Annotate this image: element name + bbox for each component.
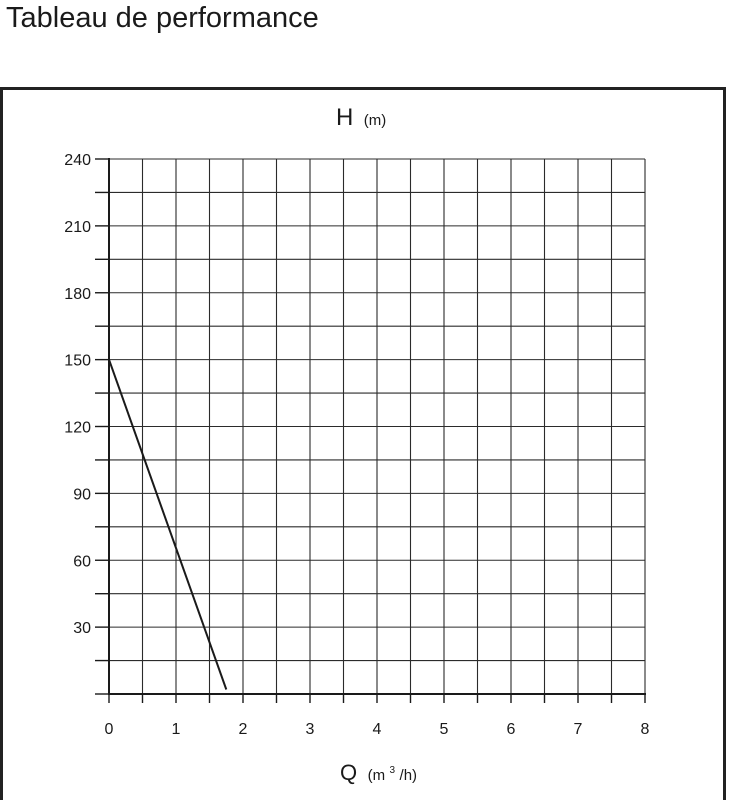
x-tick-label: 5: [439, 721, 449, 738]
y-tick-label: 90: [73, 486, 91, 504]
x-tick-label: 3: [305, 721, 315, 738]
x-tick-label: 8: [640, 721, 650, 738]
y-tick-label: 30: [73, 620, 91, 638]
label-layer: [64, 104, 649, 785]
x-tick-label: 7: [573, 721, 583, 738]
x-tick-label: 2: [238, 721, 248, 738]
x-tick-label: 6: [506, 721, 516, 738]
y-tick-label: 60: [73, 553, 91, 571]
y-axis-label: [336, 104, 386, 131]
y-axis-label-main: H: [336, 104, 354, 131]
y-tick-label: 240: [64, 152, 91, 169]
x-tick-label: 0: [104, 721, 114, 738]
x-axis-label-unit-prefix: (m: [367, 767, 386, 784]
axis-layer: [95, 158, 646, 703]
y-tick-label: 150: [64, 352, 91, 370]
page-title: Tableau de performance: [6, 2, 319, 34]
y-axis-label-unit: (m): [363, 112, 387, 129]
x-axis-label-unit-suffix: /h): [399, 767, 418, 784]
performance-curve: [109, 360, 226, 690]
grid-layer: [109, 159, 645, 694]
series-layer: [109, 360, 226, 690]
y-tick-label: 120: [64, 419, 91, 437]
y-tick-label: 180: [64, 285, 91, 303]
x-axis-label-unit-sup: 3: [389, 765, 396, 776]
x-tick-label: 4: [372, 721, 382, 738]
x-tick-label: 1: [171, 721, 181, 738]
x-axis-label-main: Q: [340, 760, 358, 785]
y-tick-label: 210: [64, 218, 91, 236]
x-axis-label: [340, 760, 417, 785]
